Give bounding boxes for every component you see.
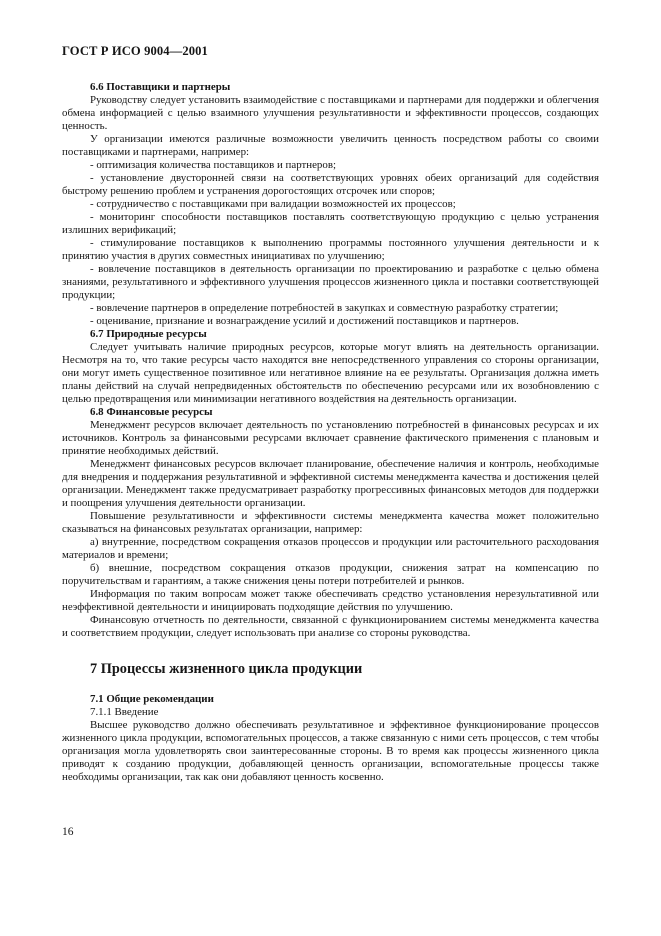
document-body [62, 81, 599, 784]
document-header: ГОСТ Р ИСО 9004—2001 [62, 44, 208, 58]
section-7-heading: 7 Процессы жизненного цикла продукции [90, 661, 363, 677]
list-item: а) внутренние, посредством сокращения отказов процессов и продукции или расточительного расходования материалов и времени; [62, 536, 599, 561]
list-item: - оптимизация количества поставщиков и партнеров; [90, 159, 336, 171]
paragraph: Следует учитывать наличие природных ресурсов, которые могут влиять на деятельность организации. Несмотря на то, что такие ресурсы часто находятся вне непосредственного управления со стороны организации, они могут иметь существенное позитивное или негативное влияние на ее результаты. Организация должна иметь планы действий на случай непредвиденных обстоятельств по обеспечению ресурсами или их возобновлению с целью предотвращения или минимизации негативного воздействия на деятельность организации. [62, 341, 599, 405]
list-item: б) внешние, посредством сокращения отказов продукции, снижения затрат на компенсацию по поручительствам и гарантиям, а также снижения цены потери потребителей и рынков. [62, 562, 599, 587]
paragraph: Менеджмент финансовых ресурсов включает планирование, обеспечение наличия и контроль, необходимые для внедрения и поддержания результативной и эффективной системы менеджмента качества и достижения целей организации. Менеджмент также предусматривает разработку прогрессивных финансовых методов для поддержки и поощрения улучшения деятельности организации. [62, 458, 599, 509]
section-6-7-heading: 6.7 Природные ресурсы [90, 328, 207, 340]
paragraph: Руководству следует установить взаимодействие с поставщиками и партнерами для поддержки и облегчения обмена информацией с целью взаимного улучшения результативности и эффективности процессов, создающих ценность. [62, 94, 599, 132]
page-number: 16 [62, 826, 74, 838]
section-7-1-heading: 7.1 Общие рекомендации [90, 693, 214, 705]
paragraph: Высшее руководство должно обеспечивать результативное и эффективное функционирование процессов жизненного цикла продукции, вспомогательных процессов, а также связанную с ними сеть процессов, с тем чтобы организация могла удовлетворять свои заинтересованные стороны. В то время как процессы жизненного цикла приводят к созданию продукции, добавляющей ценность организации, вспомогательные процессы также необходимы организации, так как они добавляют ценность косвенно. [62, 719, 599, 783]
paragraph: Менеджмент ресурсов включает деятельность по установлению потребностей в финансовых ресурсах и их источников. Контроль за финансовыми ресурсами включает сравнение фактического применения с плановым и принятие необходимых действий. [62, 419, 599, 457]
section-6-8-heading: 6.8 Финансовые ресурсы [90, 406, 213, 418]
list-item: - вовлечение поставщиков в деятельность организации по проектированию и разработке с целью обмена знаниями, результативного и эффективного улучшения процессов жизненного цикла и поставки соответствующей продукции; [62, 263, 599, 301]
list-item: - вовлечение партнеров в определение потребностей в закупках и совместную разработку стратегии; [90, 302, 559, 314]
list-item: - установление двусторонней связи на соответствующих уровнях обеих организаций для содействия быстрому решению проблем и устранения дорогостоящих отсрочек или споров; [62, 172, 599, 197]
paragraph: Финансовую отчетность по деятельности, связанной с функционированием системы менеджмента качества и соответствием продукции, следует использовать при анализе со стороны руководства. [62, 614, 599, 639]
paragraph: Повышение результативности и эффективности системы менеджмента качества может положительно сказываться на финансовых результатах организации, например: [62, 510, 599, 535]
paragraph: У организации имеются различные возможности увеличить ценность посредством работы со своими поставщиками и партнерами, например: [62, 133, 599, 158]
list-item: - оценивание, признание и вознаграждение усилий и достижений поставщиков и партнеров. [90, 315, 519, 327]
list-item: - мониторинг способности поставщиков поставлять соответствующую продукцию с целью устранения излишних верификаций; [62, 211, 599, 236]
paragraph: Информация по таким вопросам может также обеспечивать средство установления нерезультативной или неэффективной деятельности и инициировать подходящие действия по улучшению. [62, 588, 599, 613]
list-item: - сотрудничество с поставщиками при валидации возможностей их процессов; [90, 198, 456, 210]
subsection-title: 7.1.1 Введение [90, 706, 159, 718]
list-item: - стимулирование поставщиков к выполнению программы постоянного улучшения деятельности и к принятию участия в других совместных инициативах по улучшению; [62, 237, 599, 262]
section-6-6-heading: 6.6 Поставщики и партнеры [90, 81, 231, 93]
